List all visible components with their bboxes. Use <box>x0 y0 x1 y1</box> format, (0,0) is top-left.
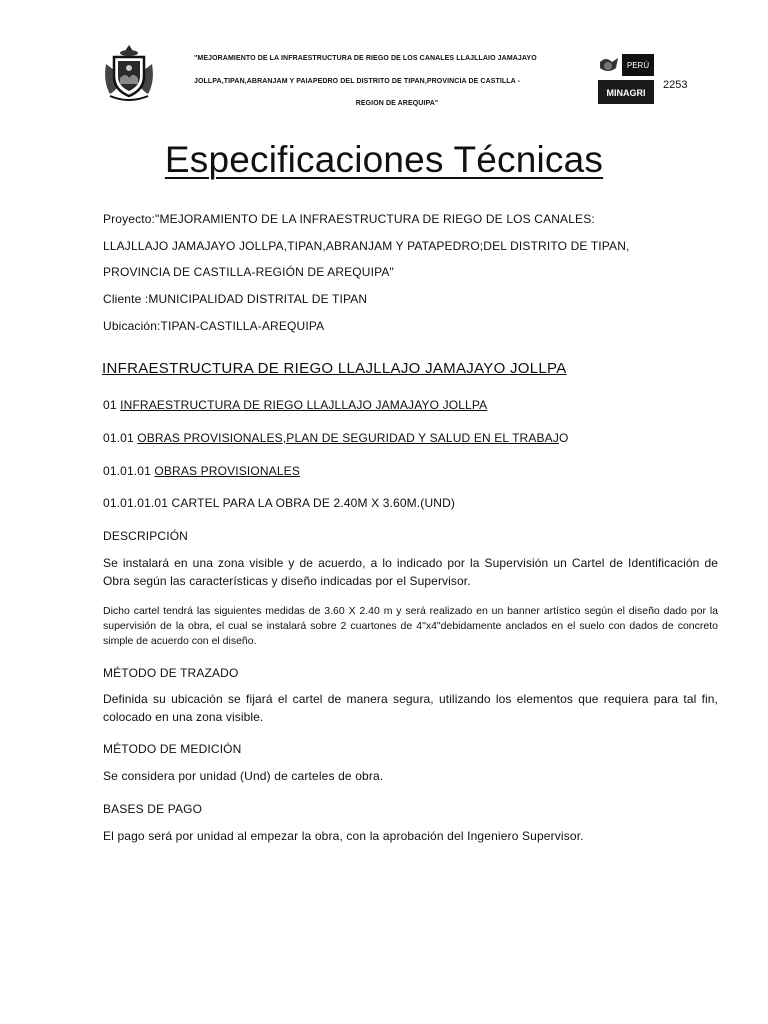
project-header-line-3: REGION DE AREQUIPA" <box>355 100 439 107</box>
metodo-trazado-text: Definida su ubicación se fijará el cartel de manera segura, utilizando los elementos que requiera para tal fin, colocado en una zona visible. <box>103 692 718 724</box>
metodo-medicion-heading: MÉTODO DE MEDICIÓN <box>103 742 242 756</box>
project-header-line-2: JOLLPA,TIPAN,ABRANJAM Y PAIAPEDRO DEL DISTRITO DE TIPAN,PROVINCIA DE CASTILLA - <box>194 78 521 85</box>
project-header-line-1: "MEJORAMIENTO DE LA INFRAESTRUCTURA DE RIEGO DE LOS CANALES LLAJLLAIO JAMAJAYO <box>194 55 537 62</box>
project-line-1: Proyecto:"MEJORAMIENTO DE LA INFRAESTRUCTURA DE RIEGO DE LOS CANALES: <box>103 212 595 226</box>
item-01-01-01 <box>103 464 300 478</box>
item-01-title: INFRAESTRUCTURA DE RIEGO LLAJLLAJO JAMAJAYO JOLLPA <box>120 398 488 412</box>
item-01-01-title-tail: O <box>559 431 569 445</box>
item-01 <box>103 398 487 412</box>
item-01-01-number: 01.01 <box>103 431 138 445</box>
metodo-trazado-heading: MÉTODO DE TRAZADO <box>103 666 239 680</box>
peru-label: PERÚ <box>626 61 650 70</box>
location-line: Ubicación:TIPAN-CASTILLA-AREQUIPA <box>103 319 325 333</box>
bases-pago-text: El pago será por unidad al empezar la obra, con la aprobación del Ingeniero Supervisor. <box>103 829 584 843</box>
bases-pago-heading: BASES DE PAGO <box>103 802 203 816</box>
project-line-3: PROVINCIA DE CASTILLA-REGIÓN DE AREQUIPA" <box>103 265 394 279</box>
item-01-01-01-title: OBRAS PROVISIONALES <box>154 464 300 478</box>
item-01-01-01-01: 01.01.01.01 CARTEL PARA LA OBRA DE 2.40M X 3.60M.(UND) <box>103 496 456 510</box>
page-number: 2253 <box>663 79 688 91</box>
descripcion-heading: DESCRIPCIÓN <box>103 529 188 543</box>
minagri-logo <box>596 52 656 108</box>
minagri-label: MINAGRI <box>606 88 646 98</box>
item-01-01-01-number: 01.01.01 <box>103 464 155 478</box>
client-line: Cliente :MUNICIPALIDAD DISTRITAL DE TIPAN <box>103 292 368 306</box>
section-heading: INFRAESTRUCTURA DE RIEGO LLAJLLAJO JAMAJAYO JOLLPA <box>102 360 567 377</box>
page-title: Especificaciones Técnicas <box>164 139 604 180</box>
descripcion-paragraph-1: Se instalará en una zona visible y de acuerdo, a lo indicado por la Supervisión un Cartel de Identificación de Obra según las características y diseño indicadas por el Supervisor. <box>103 556 718 588</box>
descripcion-paragraph-2: Dicho cartel tendrá las siguientes medidas de 3.60 X 2.40 m y será realizado en un banner artístico según el diseño dado por la supervisión de la obra, el cual se instalará sobre 2 cuartones de 4"x4"debidamente anclados en el suelo con dados de concreto simple de acuerdo con el diseño. <box>103 605 718 647</box>
item-01-number: 01 <box>103 398 121 412</box>
item-01-01-title: OBRAS PROVISIONALES,PLAN DE SEGURIDAD Y SALUD EN EL TRABAJ <box>137 431 559 445</box>
item-01-01 <box>103 431 568 445</box>
project-line-2: LLAJLLAJO JAMAJAYO JOLLPA,TIPAN,ABRANJAM Y PATAPEDRO;DEL DISTRITO DE TIPAN, <box>103 239 630 253</box>
municipality-emblem <box>100 42 158 102</box>
metodo-medicion-text: Se considera por unidad (Und) de carteles de obra. <box>103 769 384 783</box>
